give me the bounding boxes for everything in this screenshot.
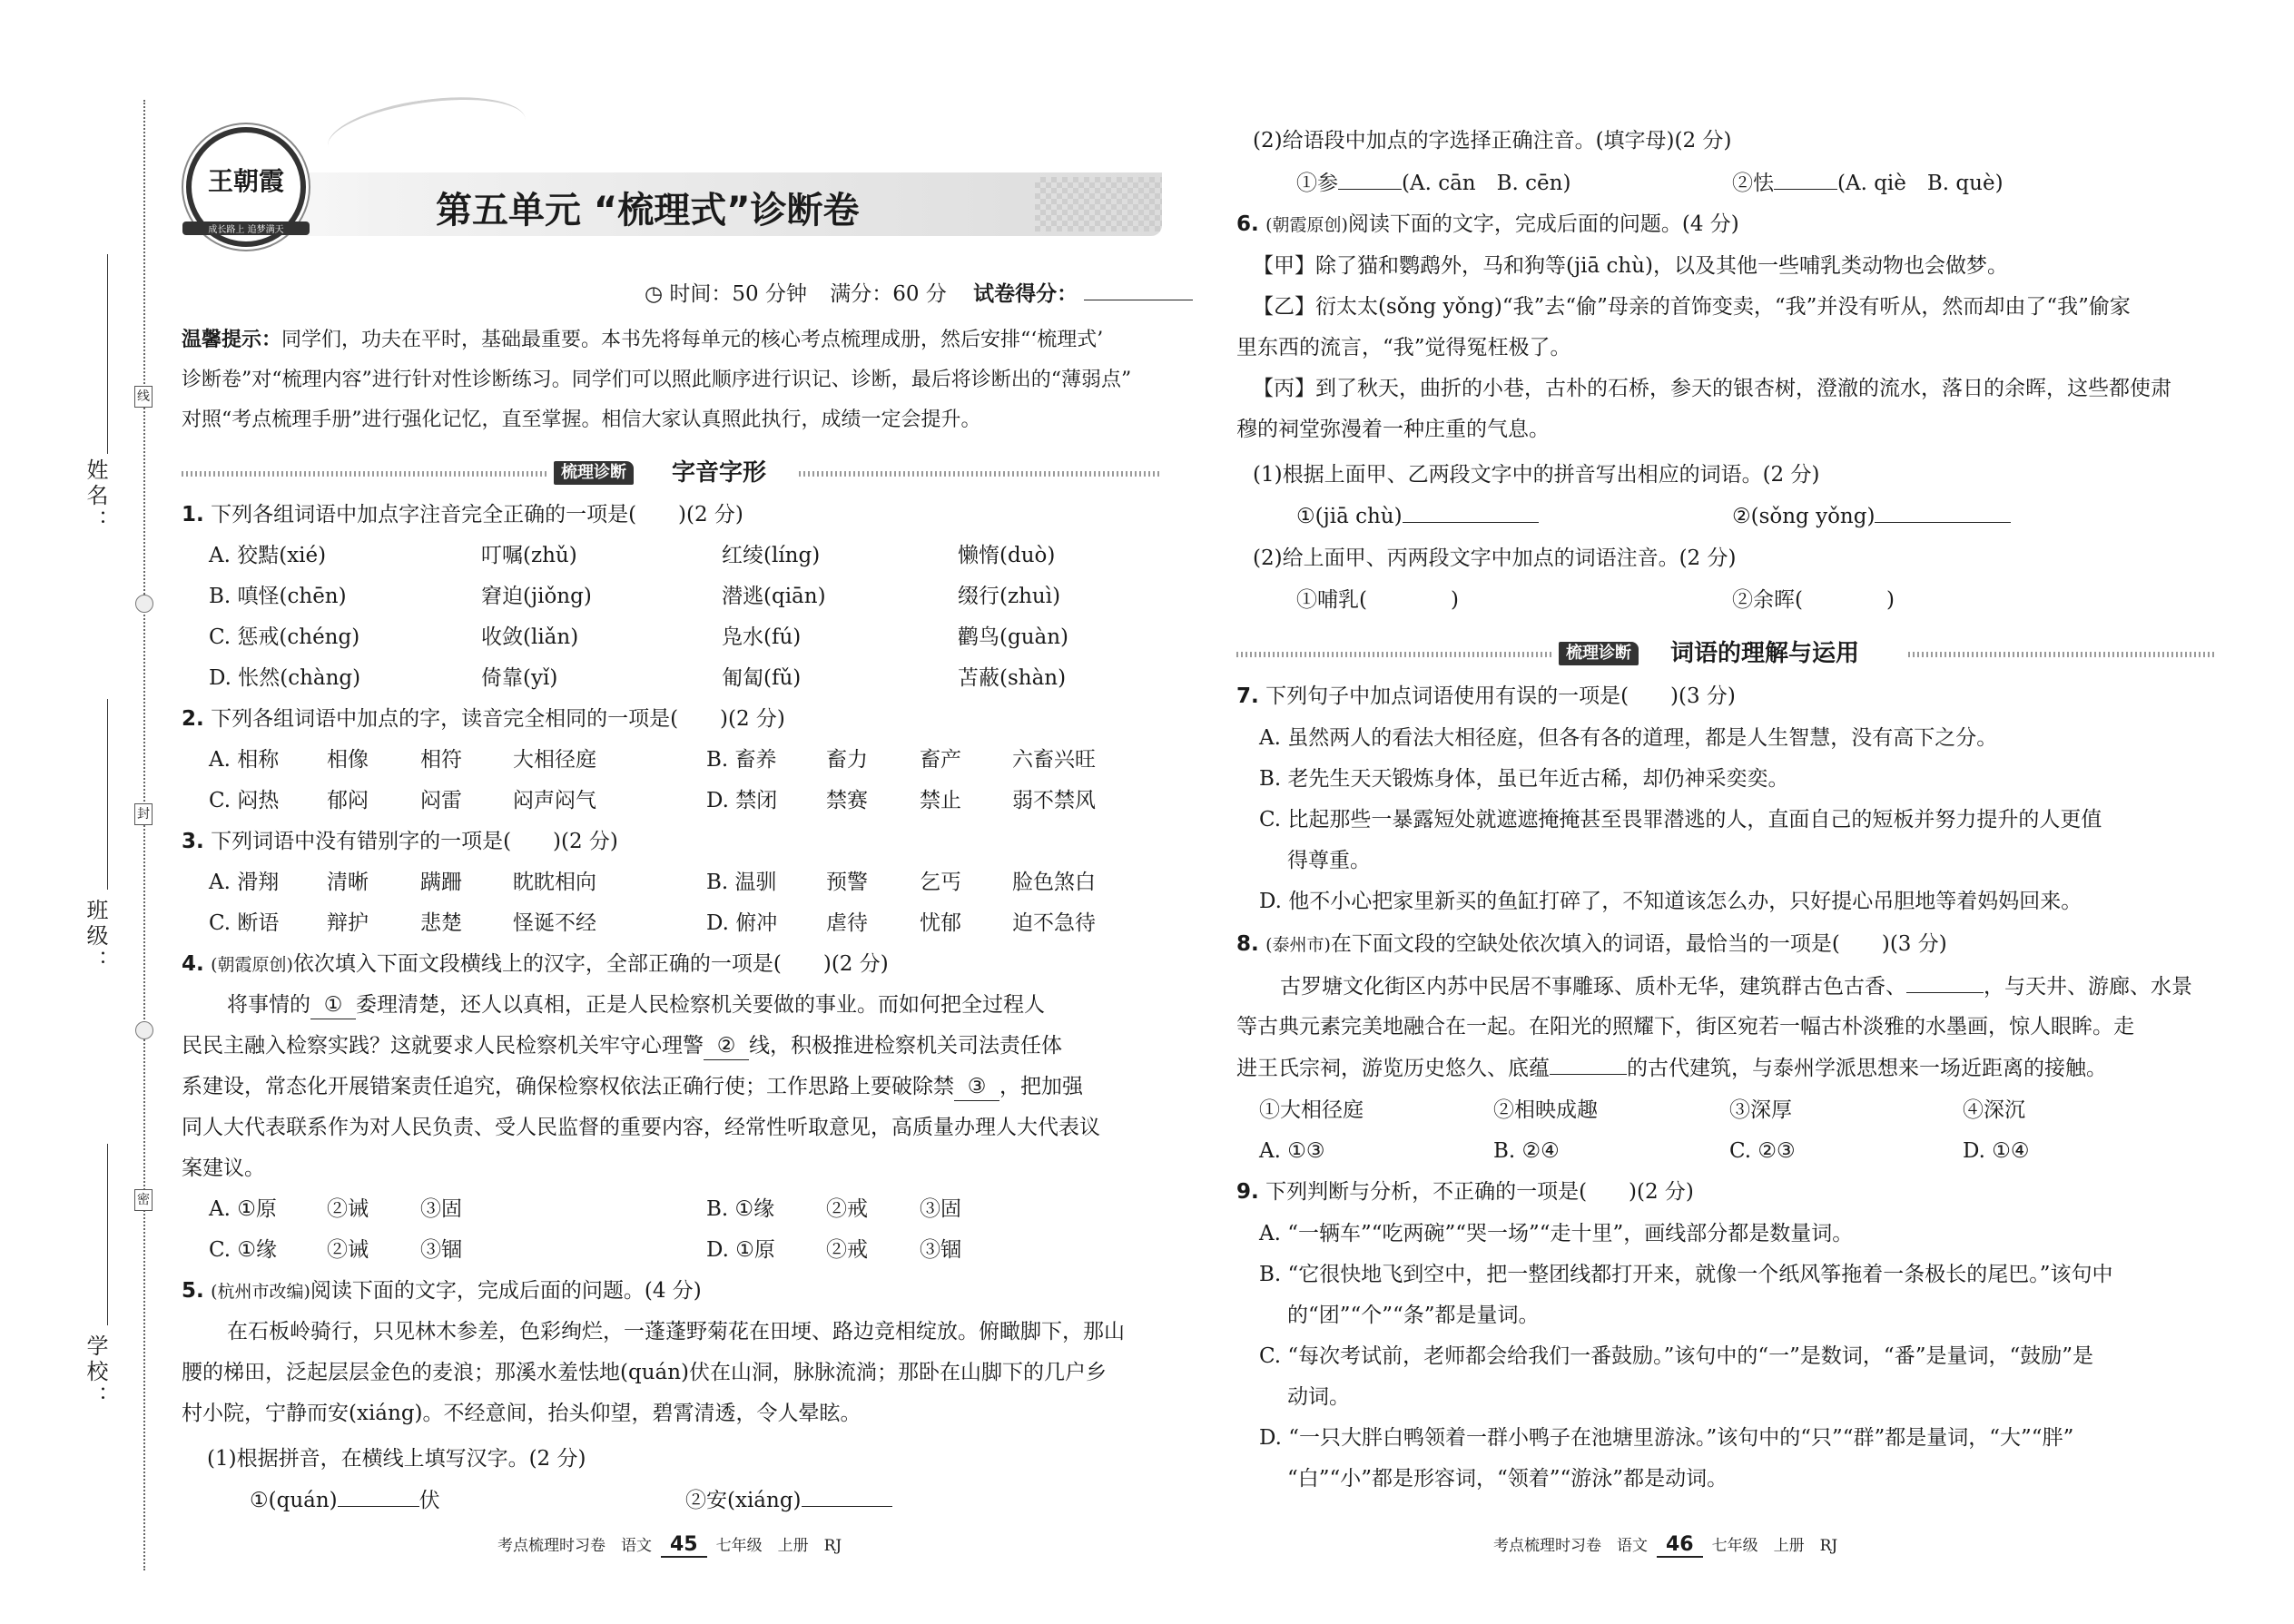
q1-d-word: 倚靠(yǐ) [481,666,558,690]
q4-option-a[interactable]: A. ①原 [209,1197,277,1221]
q5-answer-2-input[interactable] [802,1486,892,1507]
question-6 [1236,211,1739,239]
q9-option-b-cont: 的“团”“个”“条”都是量词。 [1287,1304,1540,1327]
q1-option-c[interactable]: C. 惩戒(chéng) [209,625,360,649]
seal-box-line: 线 [134,386,153,408]
q3-option-b[interactable]: B. 温驯 [706,871,777,894]
clock-icon: ◷ [645,282,670,306]
q2-a-word: 大相径庭 [513,748,596,772]
footer-series: 考点梳理时习卷 语文 [1493,1537,1648,1555]
seal-box-seal: 封 [134,803,153,825]
q5-choice-1-input[interactable] [1338,169,1402,190]
q1-d-word: 苫蔽(shàn) [958,666,1067,690]
q2-a-word: 相像 [327,748,369,772]
q8-word-2: ②相映成趣 [1493,1098,1598,1122]
footer-right [1493,1532,1837,1558]
q8-stem: 在下面文段的空缺处依次填入的词语，最恰当的一项是( )(3 分) [1330,932,1947,956]
footer-grade: 七年级 上册 RJ [715,1537,842,1555]
q5-choice-2-input[interactable] [1774,169,1837,190]
q5-sub-2-opt-1 [1296,169,1570,197]
q6-answer-2-input[interactable] [1875,502,2011,523]
q1-c-word: 收敛(liǎn) [481,625,579,649]
binding-hole [135,1021,153,1039]
q9-option-a[interactable]: A. “一辆车”“吃两碗”“哭一场”“走十里”，画线部分都是数量词。 [1259,1222,1854,1245]
q2-stem: 下列各组词语中加点的字，读音完全相同的一项是( )(2 分) [211,707,785,731]
q8-text: 古罗塘文化街区内苏中民居不事雕琢、质朴无华，建筑群古色古香、 [1280,975,1906,999]
question-9 [1236,1178,1694,1206]
section-header-vocabulary [1236,640,2217,667]
q4-passage-5: 案建议。 [182,1156,265,1180]
dotted-cut-line [143,100,145,1570]
q7-option-a[interactable]: A. 虽然两人的看法大相径庭，但各有各的道理，都是人生智慧，没有高下之分。 [1259,726,1998,750]
q4-option-d[interactable]: D. ①原 [706,1238,775,1262]
q8-passage-3 [1236,1054,2107,1082]
q4-text: 民民主融入检察实践？这就要求人民检察机关牢守心理警 [182,1034,704,1058]
q5-char: ②怯 [1732,172,1774,195]
exam-info [645,277,1193,307]
q6-sub-1-b [1732,502,2011,530]
q4-passage-3 [182,1073,1083,1101]
q8-passage-1 [1280,972,2192,1000]
q5-sub-1: (1)根据拼音，在横线上填写汉字。(2 分) [207,1447,586,1471]
q2-option-c[interactable]: C. 闷热 [209,789,280,812]
section-tag: 梳理诊断 [1559,642,1639,665]
q8-text: 进王氏宗祠，游览历史悠久、底蕴 [1236,1057,1550,1080]
brand-logo [186,127,306,247]
q6-sub-1: (1)根据上面甲、乙两段文字中的拼音写出相应的词语。(2 分) [1253,463,1820,487]
q4-source: (朝霞原创) [211,955,293,975]
section-title: 字音字形 [672,459,767,487]
q6-para-jia: 【甲】除了猫和鹦鹉外，马和狗等(jiā chù)，以及其他一些哺乳类动物也会做梦。 [1253,254,2008,278]
name-label: 姓名： [83,458,108,535]
q3-d-word: 迫不急待 [1012,911,1096,935]
q4-a-item: ②诫 [327,1197,369,1221]
q9-option-c-cont: 动词。 [1287,1385,1350,1409]
question-1 [182,501,743,528]
q4-option-c[interactable]: C. ①缘 [209,1238,278,1262]
q6-pinyin: ②(sǒng yǒng) [1732,505,1876,528]
q3-number: 3. [182,830,204,853]
q1-c-word: 凫水(fú) [722,625,802,649]
q6-para-yi-2: 里东西的流言，“我”觉得冤枉极了。 [1236,336,1571,359]
q3-a-word: 蹒跚 [420,871,462,894]
page-number: 45 [661,1533,707,1558]
q6-sub-2-a[interactable]: ①哺乳( ) [1296,588,1459,612]
section-tag: 梳理诊断 [554,461,634,485]
q6-para-bing-1: 【丙】到了秋天，曲折的小巷，古朴的石桥，参天的银杏树，澄澈的流水，落日的余晖，这些都使肃 [1253,377,2171,400]
q5-text: 伏 [418,1489,440,1512]
q6-stem: 阅读下面的文字，完成后面的问题。(4 分) [1347,212,1739,236]
q8-source: (泰州市) [1265,935,1331,955]
q5-choices: (A. qiè B. què) [1837,172,2004,195]
q6-para-bing-2: 穆的祠堂弥漫着一种庄重的气息。 [1236,418,1550,441]
q4-passage-1 [227,991,1045,1019]
q9-stem: 下列判断与分析，不正确的一项是( )(2 分) [1265,1180,1694,1204]
q1-option-d[interactable]: D. 怅然(chàng) [209,666,361,690]
q4-b-item: ②戒 [826,1197,868,1221]
q3-c-word: 怪诞不经 [513,911,596,935]
q2-number: 2. [182,707,204,731]
q5-sub-1-b [685,1486,892,1514]
q2-c-word: 闷雷 [420,789,462,812]
q3-b-word: 脸色煞白 [1012,871,1096,894]
q1-option-a[interactable]: A. 狡黠(xié) [209,544,327,567]
q8-text: 的古代建筑，与泰州学派思想来一场近距离的接触。 [1627,1057,2107,1080]
q4-c-item: ③锢 [420,1238,462,1262]
q5-sub-1-a [250,1486,440,1514]
page-title: 第五单元 “梳理式”诊断卷 [436,190,860,231]
q5-choices: (A. cān B. cēn) [1402,172,1571,195]
q4-text: 线，积极推进检察机关司法责任体 [749,1034,1062,1058]
footer-grade: 七年级 上册 RJ [1711,1537,1838,1555]
binding-margin [0,0,154,1624]
q2-option-b[interactable]: B. 畜养 [706,748,777,772]
brand-text: 王朝霞 [207,166,284,196]
time-limit: 时间：50 分钟 [669,282,807,306]
q2-option-a[interactable]: A. 相称 [209,748,280,772]
q3-c-word: 辩护 [327,911,369,935]
tip-label: 温馨提示： [182,329,282,351]
q6-sub-1-a [1296,502,1539,530]
q7-option-c[interactable]: C. 比起那些一暴露短处就遮遮掩掩甚至畏罪潜逃的人，直面自己的短板并努力提升的人更值 [1259,808,2102,832]
q4-b-item: ③固 [920,1197,961,1221]
q4-passage-4: 同人大代表联系作为对人民负责、受人民监督的重要内容，经常性听取意见，高质量办理人大代表议 [182,1116,1100,1139]
q6-sub-2-b[interactable]: ②余晖( ) [1732,588,1895,612]
q5-stem: 阅读下面的文字，完成后面的问题。(4 分) [310,1279,702,1303]
q9-number: 9. [1236,1180,1259,1204]
q8-option-a[interactable]: A. ①③ [1259,1139,1325,1163]
q1-c-word: 鹳鸟(guàn) [958,625,1069,649]
q4-passage-2 [182,1032,1062,1060]
q6-answer-1-input[interactable] [1403,502,1539,523]
q2-d-word: 弱不禁风 [1012,789,1096,812]
tip-line-1 [182,327,1103,354]
section-header-pronunciation [182,459,1162,487]
q1-a-word: 懒惰(duò) [958,544,1056,567]
q5-pinyin: ①(quán) [250,1489,338,1512]
q1-a-word: 叮嘱(zhǔ) [481,544,577,567]
school-underline [107,1144,108,1325]
q2-b-word: 畜力 [826,748,868,772]
q5-pinyin: ②安(xiáng) [685,1489,802,1512]
q9-option-b[interactable]: B. “它很快地飞到空中，把一整团线都打开来，就像一个纸风筝拖着一条极长的尾巴。”该句中 [1259,1263,2113,1286]
q4-blank-1[interactable]: ① [310,991,356,1019]
q3-a-word: 清晰 [327,871,369,894]
seal-box-secret: 密 [134,1189,153,1211]
score-label: 试卷得分： [973,282,1078,306]
class-underline [107,699,108,890]
q3-a-word: 眈眈相向 [513,871,596,894]
q4-text: 委理清楚，还人以真相，正是人民检察机关要做的事业。而如何把全过程人 [356,993,1045,1017]
q3-option-a[interactable]: A. 滑翔 [209,871,280,894]
q8-blank-2[interactable] [1550,1054,1627,1075]
full-score: 满分：60 分 [830,282,947,306]
q2-b-word: 畜产 [920,748,961,772]
q1-d-word: 匍匐(fǔ) [722,666,802,690]
q2-d-word: 禁止 [920,789,961,812]
q2-c-word: 闷声闷气 [513,789,596,812]
q7-option-d[interactable]: D. 他不小心把家里新买的鱼缸打碎了，不知道该怎么办，只好提心吊胆地等着妈妈回来。 [1259,890,2082,913]
q5-passage-2: 腰的梯田，泛起层层金色的麦浪；那溪水羞怯地(quán)伏在山洞，脉脉流淌；那卧在山脚下的几户乡 [182,1361,1108,1384]
q6-para-yi-1: 【乙】衍太太(sǒng yǒng)“我”去“偷”母亲的首饰变卖，“我”并没有听从，然而却由了“我”偷家 [1253,295,2131,319]
q4-number: 4. [182,952,204,976]
q4-c-item: ②诫 [327,1238,369,1262]
q9-option-c[interactable]: C. “每次考试前，老师都会给我们一番鼓励。”该句中的“一”是数词，“番”是量词，“鼓励”是 [1259,1344,2093,1368]
brand-ribbon: 成长路上 追梦满天 [182,221,310,235]
school-label: 学校： [83,1334,108,1411]
q8-number: 8. [1236,932,1259,956]
q8-word-1: ①大相径庭 [1259,1098,1364,1122]
ribbon-decoration [323,86,530,180]
q3-option-d[interactable]: D. 俯冲 [706,911,778,935]
q9-option-d[interactable]: D. “一只大胖白鸭领着一群小鸭子在池塘里游泳。”该句中的“只”“群”都是量词，“大”“胖” [1259,1426,2074,1450]
q2-option-d[interactable]: D. 禁闭 [706,789,778,812]
binding-hole [135,595,153,613]
q1-b-word: 窘迫(jiǒng) [481,585,592,608]
q4-text: 系建设，常态化开展错案责任追究，确保检察权依法正确行使；工作思路上要破除禁 [182,1075,954,1098]
tip-line-3: 对照“考点梳理手册”进行强化记忆，直至掌握。相信大家认真照此执行，成绩一定会提升。 [182,408,981,431]
name-underline [107,254,108,454]
q4-d-item: ②戒 [826,1238,868,1262]
q1-number: 1. [182,503,204,527]
q5-passage-1: 在石板岭骑行，只见林木参差，色彩绚烂，一蓬蓬野菊花在田埂、路边竞相绽放。俯瞰脚下，那山 [227,1320,1125,1343]
page-number: 46 [1657,1533,1703,1558]
q5-sub-2-opt-2 [1732,169,2004,197]
q5-source: (杭州市改编) [211,1282,310,1302]
q7-stem: 下列句子中加点词语使用有误的一项是( )(3 分) [1265,684,1736,708]
question-2 [182,705,785,733]
q7-option-c-cont: 得尊重。 [1287,849,1371,872]
q5-number: 5. [182,1279,204,1303]
q8-passage-2: 等古典元素完美地融合在一起。在阳光的照耀下，街区宛若一幅古朴淡雅的水墨画，惊人眼眸。走 [1236,1015,2134,1038]
q4-blank-3[interactable]: ③ [954,1073,999,1101]
class-label: 班级： [83,899,108,975]
q5-char: ①参 [1296,172,1338,195]
q3-b-word: 预警 [826,871,868,894]
q5-passage-3: 村小院，宁静而安(xiáng)。不经意间，抬头仰望，碧霄清透，令人晕眩。 [182,1402,861,1425]
q3-stem: 下列词语中没有错别字的一项是( )(2 分) [211,830,618,853]
q4-blank-2[interactable]: ② [704,1032,749,1060]
q6-sub-2: (2)给上面甲、丙两段文字中加点的词语注音。(2 分) [1253,546,1737,570]
q8-word-3: ③深厚 [1729,1098,1792,1122]
q3-d-word: 忧郁 [920,911,961,935]
q4-text: 将事情的 [227,993,310,1017]
q8-word-4: ④深沉 [1963,1098,2025,1122]
q8-option-d[interactable]: D. ①④ [1963,1139,2030,1163]
q3-c-word: 悲楚 [420,911,462,935]
q2-d-word: 禁赛 [826,789,868,812]
tip-line-2: 诊断卷”对“梳理内容”进行针对性诊断练习。同学们可以照此顺序进行识记、诊断，最后将诊断出的“薄弱点” [182,369,1132,391]
question-3 [182,828,618,855]
q6-pinyin: ①(jiā chù) [1296,505,1403,528]
footer-series: 考点梳理时习卷 语文 [497,1537,652,1555]
q9-option-d-cont: “白”“小”都是形容词，“领着”“游泳”都是动词。 [1287,1467,1728,1491]
q4-stem: 依次填入下面文段横线上的汉字，全部正确的一项是( )(2 分) [292,952,889,976]
question-7 [1236,683,1736,710]
q8-blank-1[interactable] [1906,972,1984,993]
score-input[interactable] [1084,280,1193,300]
q7-number: 7. [1236,684,1259,708]
q1-a-word: 红绫(líng) [722,544,821,567]
q2-a-word: 相符 [420,748,462,772]
q5-answer-1-input[interactable] [338,1486,419,1507]
q4-a-item: ③固 [420,1197,462,1221]
q1-b-word: 缀行(zhuì) [958,585,1061,608]
q6-source: (朝霞原创) [1265,215,1348,235]
q7-option-b[interactable]: B. 老先生天天锻炼身体，虽已年近古稀，却仍神采奕奕。 [1259,767,1789,791]
tip-text-1: 同学们，功夫在平时，基础最重要。本书先将每单元的核心考点梳理成册，然后安排“‘梳理式’ [281,329,1104,351]
question-5 [182,1277,702,1305]
q4-text: ，把加强 [999,1075,1083,1098]
q8-option-c[interactable]: C. ②③ [1729,1139,1796,1163]
q1-b-word: 潜逃(qiān) [722,585,826,608]
q1-option-b[interactable]: B. 嗔怪(chēn) [209,585,347,608]
question-8 [1236,930,1947,959]
q3-d-word: 虐待 [826,911,868,935]
q1-stem: 下列各组词语中加点字注音完全正确的一项是( )(2 分) [211,503,743,527]
q2-b-word: 六畜兴旺 [1012,748,1096,772]
checker-pattern [1035,177,1162,231]
q4-option-b[interactable]: B. ①缘 [706,1197,775,1221]
section-title: 词语的理解与运用 [1670,640,1860,667]
q2-c-word: 郁闷 [327,789,369,812]
q3-option-c[interactable]: C. 断语 [209,911,280,935]
q3-b-word: 乞丐 [920,871,961,894]
question-4 [182,950,889,979]
q4-d-item: ③锢 [920,1238,961,1262]
q6-number: 6. [1236,212,1259,236]
footer-left [497,1532,842,1558]
q5-sub-2: (2)给语段中加点的字选择正确注音。(填字母)(2 分) [1253,129,1732,153]
q8-option-b[interactable]: B. ②④ [1493,1139,1560,1163]
q8-text: ，与天井、游廊、水景 [1984,975,2192,999]
